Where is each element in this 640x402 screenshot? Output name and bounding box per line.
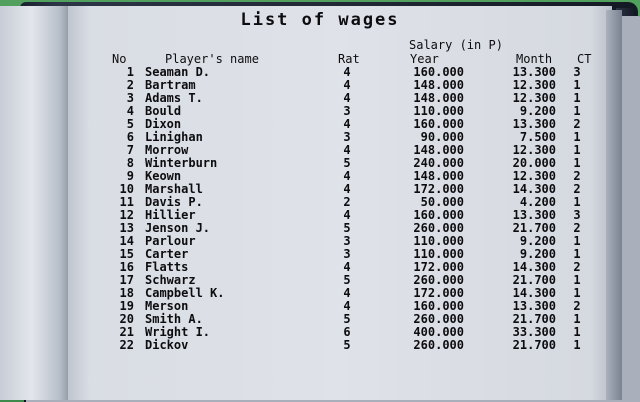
salary-year: 110.000 (413, 234, 464, 248)
player-no: 19 (119, 299, 134, 313)
player-no: 21 (119, 325, 134, 339)
salary-year: 110.000 (413, 247, 464, 261)
contract-years: 1 (573, 104, 581, 118)
player-name: Dixon (145, 117, 182, 131)
salary-month: 13.300 (512, 117, 556, 131)
player-name: Morrow (145, 143, 189, 157)
player-rating: 5 (343, 221, 351, 235)
player-name: Keown (145, 169, 182, 183)
player-name: Adams T. (145, 91, 203, 105)
table-row[interactable] (0, 156, 640, 169)
salary-month: 33.300 (512, 325, 556, 339)
salary-month: 21.700 (512, 338, 556, 352)
player-name: Campbell K. (145, 286, 225, 300)
table-row[interactable] (0, 78, 640, 91)
player-name: Merson (145, 299, 189, 313)
salary-year: 148.000 (413, 78, 464, 92)
table-row[interactable] (0, 182, 640, 195)
table-row[interactable] (0, 208, 640, 221)
player-rating: 6 (343, 325, 351, 339)
contract-years: 1 (573, 325, 581, 339)
player-rating: 3 (343, 247, 351, 261)
salary-year: 240.000 (413, 156, 464, 170)
player-name: Schwarz (145, 273, 196, 287)
contract-years: 2 (573, 117, 581, 131)
salary-year: 172.000 (413, 260, 464, 274)
player-no: 9 (126, 169, 134, 183)
player-no: 12 (119, 208, 134, 222)
contract-years: 1 (573, 286, 581, 300)
contract-years: 1 (573, 338, 581, 352)
player-no: 2 (126, 78, 134, 92)
player-no: 8 (126, 156, 134, 170)
salary-year: 110.000 (413, 104, 464, 118)
contract-years: 1 (573, 195, 581, 209)
salary-month: 12.300 (512, 143, 556, 157)
player-rating: 4 (343, 78, 351, 92)
table-row[interactable] (0, 325, 640, 338)
table-row[interactable] (0, 299, 640, 312)
player-no: 1 (126, 65, 134, 79)
player-rating: 5 (343, 156, 351, 170)
salary-month: 4.200 (519, 195, 556, 209)
salary-month: 20.000 (512, 156, 556, 170)
salary-month: 7.500 (519, 130, 556, 144)
salary-month: 14.300 (512, 260, 556, 274)
table-row[interactable] (0, 104, 640, 117)
player-rating: 5 (343, 312, 351, 326)
page-title: List of wages (240, 10, 400, 30)
player-name: Smith A. (145, 312, 203, 326)
player-rating: 4 (343, 117, 351, 131)
player-no: 14 (119, 234, 134, 248)
player-no: 4 (126, 104, 134, 118)
player-no: 10 (119, 182, 134, 196)
table-row[interactable] (0, 91, 640, 104)
month-header: Month (516, 52, 553, 66)
table-row[interactable] (0, 247, 640, 260)
salary-year: 260.000 (413, 221, 464, 235)
salary-year: 260.000 (413, 273, 464, 287)
ct-header: CT (577, 52, 592, 66)
player-rating: 2 (343, 195, 351, 209)
salary-year: 400.000 (413, 325, 464, 339)
table-row[interactable] (0, 143, 640, 156)
salary-month: 13.300 (512, 299, 556, 313)
player-no: 18 (119, 286, 134, 300)
player-rating: 4 (343, 182, 351, 196)
player-rating: 4 (343, 260, 351, 274)
salary-month: 13.300 (512, 208, 556, 222)
contract-years: 2 (573, 299, 581, 313)
table-row[interactable] (0, 65, 640, 78)
player-name: Seaman D. (145, 65, 211, 79)
player-name: Linighan (145, 130, 203, 144)
salary-month: 12.300 (512, 91, 556, 105)
player-no: 15 (119, 247, 134, 261)
salary-year: 160.000 (413, 65, 464, 79)
contract-years: 3 (573, 208, 581, 222)
player-no: 22 (119, 338, 134, 352)
salary-year: 160.000 (413, 208, 464, 222)
salary-year: 148.000 (413, 143, 464, 157)
table-row[interactable] (0, 169, 640, 182)
contract-years: 1 (573, 247, 581, 261)
player-name: Marshall (145, 182, 203, 196)
salary-month: 12.300 (512, 169, 556, 183)
player-no: 17 (119, 273, 134, 287)
player-rating: 3 (343, 130, 351, 144)
rat-header: Rat (338, 52, 360, 66)
salary-month: 21.700 (512, 221, 556, 235)
player-rating: 5 (343, 273, 351, 287)
player-name: Carter (145, 247, 189, 261)
player-rating: 5 (343, 338, 351, 352)
table-row[interactable] (0, 312, 640, 325)
salary-year: 260.000 (413, 312, 464, 326)
contract-years: 1 (573, 78, 581, 92)
salary-month: 14.300 (512, 182, 556, 196)
table-row[interactable] (0, 117, 640, 130)
player-no: 16 (119, 260, 134, 274)
player-rating: 3 (343, 234, 351, 248)
salary-month: 9.200 (519, 104, 556, 118)
player-no: 20 (119, 312, 134, 326)
salary-year: 50.000 (420, 195, 464, 209)
salary-year: 160.000 (413, 299, 464, 313)
contract-years: 1 (573, 91, 581, 105)
player-name: Jenson J. (145, 221, 211, 235)
salary-year: 172.000 (413, 182, 464, 196)
salary-year: 172.000 (413, 286, 464, 300)
table-row[interactable] (0, 195, 640, 208)
contract-years: 3 (573, 65, 581, 79)
contract-years: 2 (573, 169, 581, 183)
player-name: Flatts (145, 260, 189, 274)
year-header: Year (410, 52, 439, 66)
player-no: 5 (126, 117, 134, 131)
salary-year: 90.000 (420, 130, 464, 144)
player-name: Dickov (145, 338, 189, 352)
salary-month: 21.700 (512, 273, 556, 287)
player-name: Bould (145, 104, 182, 118)
contract-years: 2 (573, 260, 581, 274)
contract-years: 1 (573, 143, 581, 157)
player-rating: 4 (343, 286, 351, 300)
contract-years: 1 (573, 234, 581, 248)
table-row[interactable] (0, 234, 640, 247)
salary-month: 21.700 (512, 312, 556, 326)
player-no: 11 (119, 195, 134, 209)
player-no: 3 (126, 91, 134, 105)
table-row[interactable] (0, 260, 640, 273)
player-name: Wright I. (145, 325, 211, 339)
table-row[interactable] (0, 338, 640, 351)
player-name: Winterburn (145, 156, 218, 170)
salary-month: 14.300 (512, 286, 556, 300)
table-row[interactable] (0, 221, 640, 234)
salary-year: 148.000 (413, 169, 464, 183)
salary-month: 9.200 (519, 234, 556, 248)
salary-month: 9.200 (519, 247, 556, 261)
contract-years: 1 (573, 312, 581, 326)
player-rating: 4 (343, 143, 351, 157)
no-header: No (112, 52, 127, 66)
player-rating: 4 (343, 65, 351, 79)
player-rating: 4 (343, 299, 351, 313)
player-no: 6 (126, 130, 134, 144)
player-rating: 4 (343, 91, 351, 105)
contract-years: 2 (573, 182, 581, 196)
salary-year: 260.000 (413, 338, 464, 352)
player-rating: 3 (343, 104, 351, 118)
salary-header: Salary (in P) (409, 38, 503, 52)
player-name: Bartram (145, 78, 196, 92)
player-no: 7 (126, 143, 134, 157)
player-rating: 4 (343, 208, 351, 222)
player-name: Parlour (145, 234, 196, 248)
contract-years: 2 (573, 221, 581, 235)
player-rating: 4 (343, 169, 351, 183)
contract-years: 1 (573, 156, 581, 170)
table-row[interactable] (0, 286, 640, 299)
table-row[interactable] (0, 273, 640, 286)
contract-years: 1 (573, 130, 581, 144)
table-row[interactable] (0, 130, 640, 143)
salary-year: 160.000 (413, 117, 464, 131)
contract-years: 1 (573, 273, 581, 287)
salary-month: 12.300 (512, 78, 556, 92)
name-header: Player's name (165, 52, 259, 66)
player-name: Davis P. (145, 195, 203, 209)
salary-month: 13.300 (512, 65, 556, 79)
salary-year: 148.000 (413, 91, 464, 105)
player-no: 13 (119, 221, 134, 235)
player-name: Hillier (145, 208, 196, 222)
